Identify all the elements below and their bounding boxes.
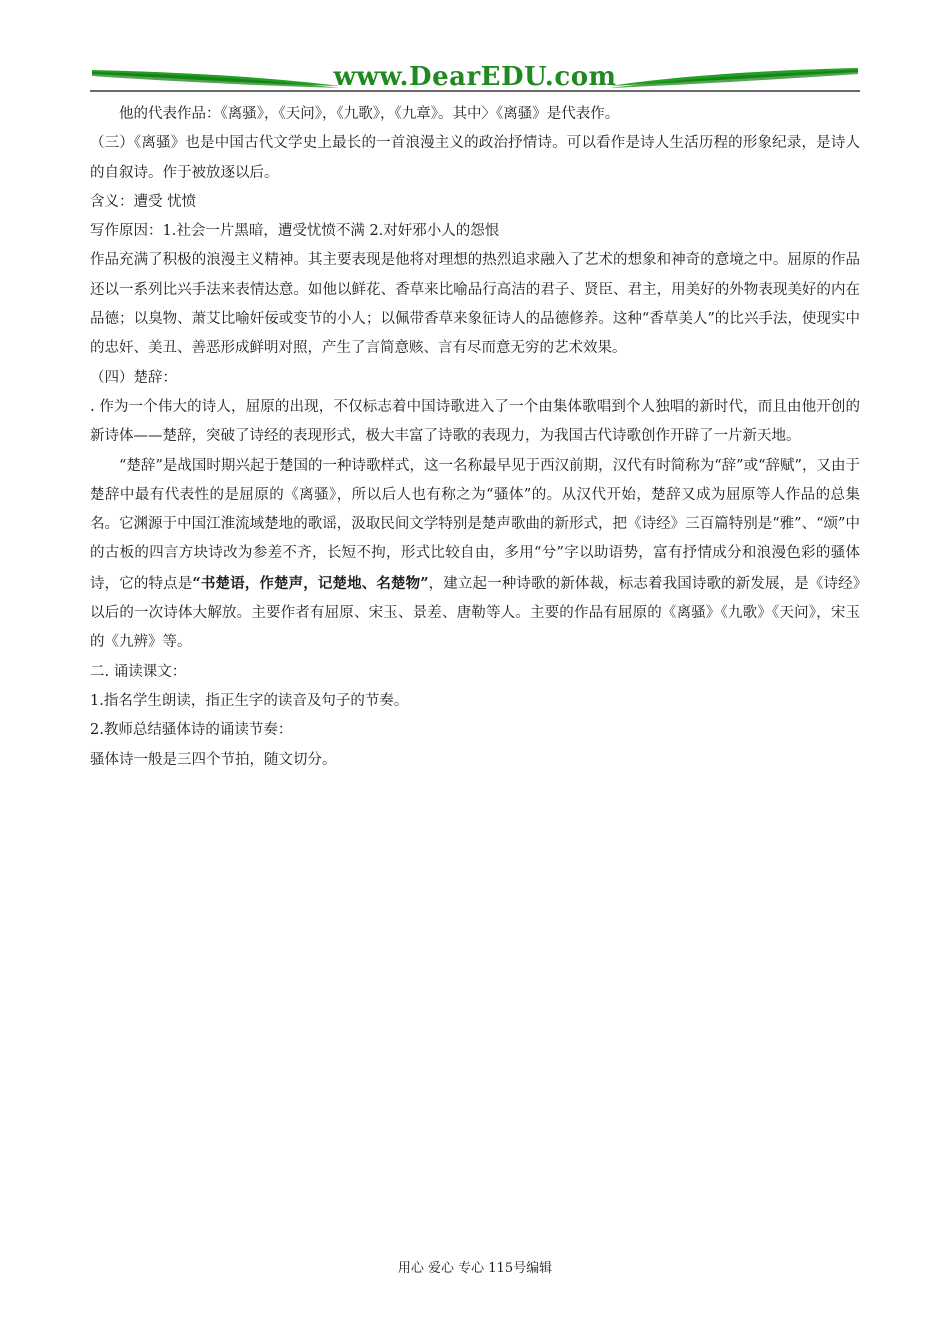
paragraph-poet: . 作为一个伟大的诗人，屈原的出现，不仅标志着中国诗歌进入了一个由集体歌唱到个人独唱的新时代，而且由他开创的新诗体——楚辞，突破了诗经的表现形式，极大丰富了诗歌的表现力，为我国古代诗歌创作开辟了一片新天地。 [90, 398, 860, 445]
section-heading-chuci: （四）楚辞： [90, 369, 177, 386]
page-footer: 用心 爱心 专心 115号编辑 [397, 1261, 553, 1276]
paragraph-reasons: 写作原因：1.社会一片黑暗，遭受忧愤不满 2.对奸邪小人的怨恨 [90, 223, 500, 240]
paragraph-step-1: 1.指名学生朗读，指正生字的读音及句子的节奏。 [90, 692, 409, 709]
paragraph-meaning: 含义：遭受 忧愤 [90, 193, 197, 210]
chuci-text-2: ，建立起一种诗歌的新体裁，标志着我国诗歌的新发展，是《诗经》以后的一次诗体大解放。主要作者有屈原、宋玉、景差、唐勒等人。主要的作品有屈原的《离骚》《九歌》《天问》，宋玉的《九辨》等。 [90, 575, 861, 651]
paragraph-chuci-intro [90, 452, 860, 658]
paragraph-lisao: （三）《离骚》也是中国古代文学史上最长的一首浪漫主义的政治抒情诗。可以看作是诗人生活历程的形象纪录，是诗人的自叙诗。作于被放逐以后。 [90, 135, 860, 181]
paragraph-romanticism: 作品充满了积极的浪漫主义精神。其主要表现是他将对理想的热烈追求融入了艺术的想象和神奇的意境之中。屈原的作品还以一系列比兴手法来表情达意。如他以鲜花、香草来比喻品行高洁的君子、贤臣、君主，用美好的外物表现美好的内在品德；以臭物、萧艾比喻奸佞或变节的小人；以佩带香草来象征诗人的品德修养。这种“香草美人”的比兴手法，使现实中的忠奸、美丑、善恶形成鲜明对照，产生了言简意赅、言有尽而意无穷的艺术效果。 [90, 252, 860, 357]
document-body [90, 100, 860, 775]
page-header [90, 60, 860, 96]
chuci-text-1: “楚辞”是战国时期兴起于楚国的一种诗歌样式，这一名称最早见于西汉前期，汉代有时简称为“辞”或“辞赋”，又由于楚辞中最有代表性的是屈原的《离骚》，所以后人也有称之为“骚体”的。从汉代开始，楚辞又成为屈原等人作品的总集名。它渊源于中国江淮流域楚地的歌谣，汲取民间文学特别是楚声歌曲的新形式，把《诗经》三百篇特别是“雅”、“颂”中的古板的四言方块诗改为参差不齐，长短不拘，形式比较自由，多用“兮”字以助语势，富有抒情成分和浪漫色彩的骚体诗，它的特点是 [90, 457, 860, 592]
chuci-features-bold: “书楚语，作楚声，记楚地、名楚物” [192, 574, 429, 592]
paragraph-step-2: 2.教师总结骚体诗的诵读节奏： [90, 722, 293, 739]
paragraph-rhythm: 骚体诗一般是三四个节拍，随文切分。 [90, 751, 337, 768]
site-logo[interactable]: www.DearEDU.com [333, 62, 617, 92]
paragraph-works: 他的代表作品：《离骚》，《天问》，《九歌》，《九章》。其中〉《离骚》是代表作。 [119, 106, 620, 122]
section-heading-recite: 二. 诵读课文： [90, 663, 187, 680]
